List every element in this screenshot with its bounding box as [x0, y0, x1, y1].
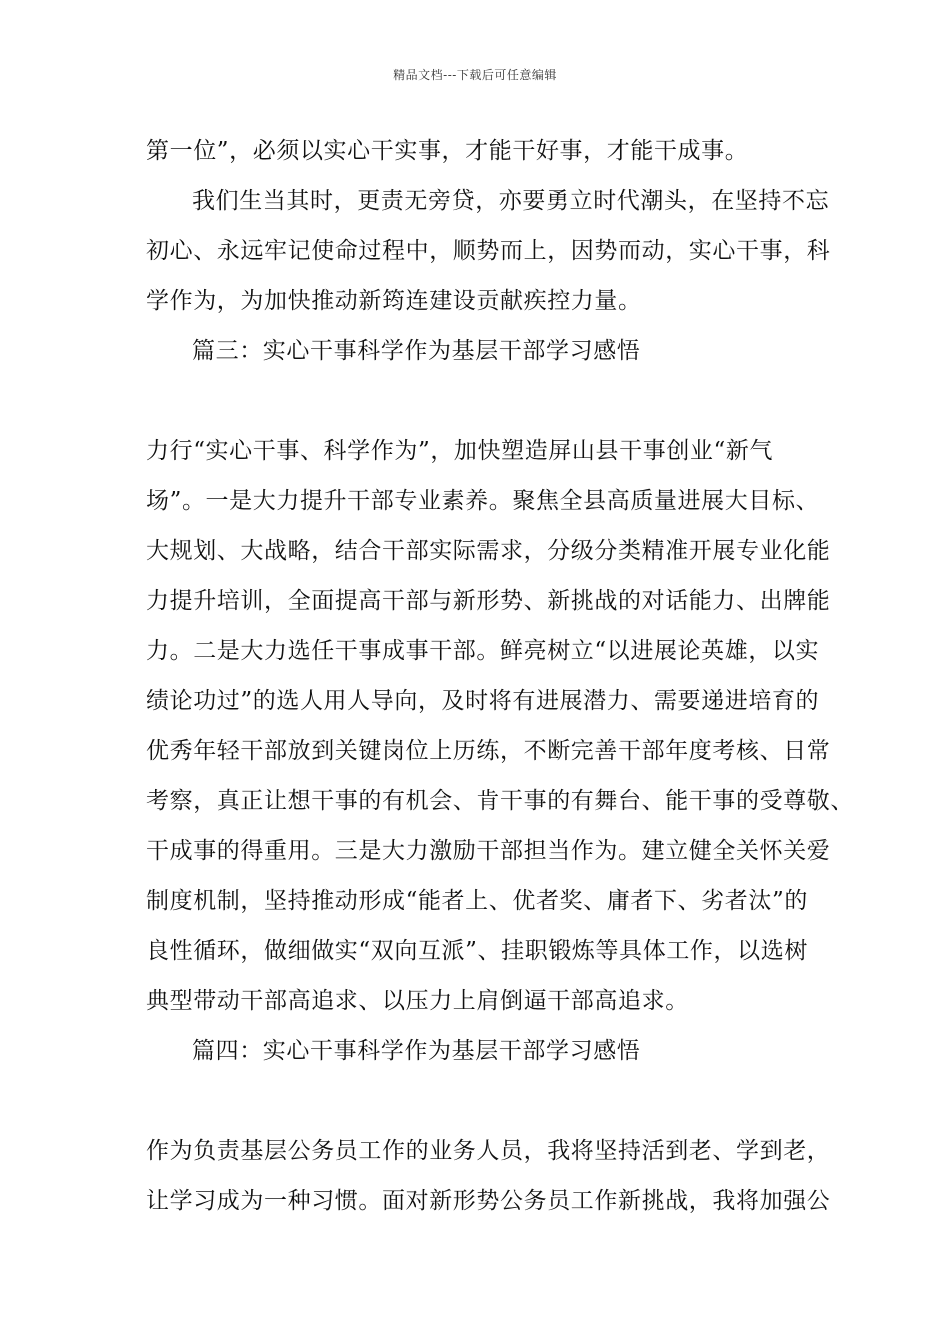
text-line: 让学习成为一种习惯。面对新形势公务员工作新挑战，我将加强公: [146, 1188, 831, 1214]
text-line: 考察，真正让想干事的有机会、肯干事的有舞台、能干事的受尊敬、: [146, 788, 854, 814]
text-line: 优秀年轻干部放到关键岗位上历练，不断完善干部年度考核、日常: [146, 738, 831, 764]
text-line: 力行“实心干事、科学作为”，加快塑造屏山县干事创业“新气: [146, 438, 774, 464]
text-line: 力。二是大力选任干事成事干部。鲜亮树立“以进展论英雄，以实: [146, 638, 820, 664]
text-line: 场”。一是大力提升干部专业素养。聚焦全县高质量进展大目标、: [146, 488, 820, 514]
text-line: 大规划、大战略，结合干部实际需求，分级分类精准开展专业化能: [146, 538, 831, 564]
page-header: 精品文档---下载后可任意编辑: [393, 68, 557, 82]
text-line: 绩论功过”的选人用人导向，及时将有进展潜力、需要递进培育的: [146, 688, 820, 714]
paragraph-first-line: 我们生当其时，更责无旁贷，亦要勇立时代潮头，在坚持不忘: [192, 188, 830, 214]
section-heading: 篇四：实心干事科学作为基层干部学习感悟: [192, 1038, 641, 1064]
text-line: 力提升培训，全面提高干部与新形势、新挑战的对话能力、出牌能: [146, 588, 831, 614]
text-line: 作为负责基层公务员工作的业务人员，我将坚持活到老、学到老，: [146, 1138, 831, 1164]
text-line: 学作为，为加快推动新筠连建设贡献疾控力量。: [146, 288, 642, 314]
text-line: 制度机制，坚持推动形成“能者上、优者奖、庸者下、劣者汰”的: [146, 888, 808, 914]
text-line: 初心、永远牢记使命过程中，顺势而上，因势而动，实心干事，科: [146, 238, 831, 264]
text-line: 良性循环，做细做实“双向互派”、挂职锻炼等具体工作，以选树: [146, 938, 808, 964]
section-heading: 篇三：实心干事科学作为基层干部学习感悟: [192, 338, 641, 364]
text-line: 干成事的得重用。三是大力激励干部担当作为。建立健全关怀关爱: [146, 838, 831, 864]
text-line: 典型带动干部高追求、以压力上肩倒逼干部高追求。: [146, 988, 689, 1014]
text-line: 第一位”，必须以实心干实事，才能干好事，才能干成事。: [146, 138, 749, 164]
